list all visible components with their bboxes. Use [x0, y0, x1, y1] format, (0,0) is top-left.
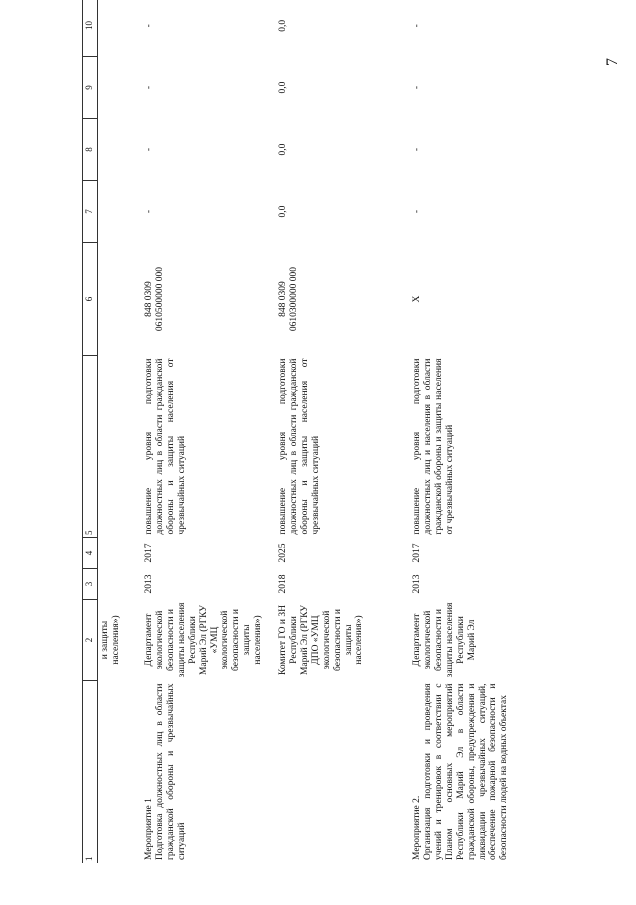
table-row [276, 0, 410, 863]
executor-cell: Департамент экологической безопасности и защиты населения Республики Марий Эл [412, 602, 477, 678]
value-cell-9: - [412, 85, 422, 90]
start-year-cell: 2013 [412, 574, 422, 594]
value-cell-9: - [144, 85, 154, 90]
measure-cell [276, 681, 410, 864]
start-year-cell: 2013 [144, 574, 154, 594]
column-header-1: 1 [83, 681, 98, 864]
executor-cell: Комитет ГО и ЗН Республики Марий Эл (РГКУ ДПО «УМЦ экологической безопасности и защиты населения») [278, 604, 365, 676]
column-header-2: 2 [83, 600, 98, 681]
budget-code-cell: 848 0309 0610500000 000 [144, 266, 165, 332]
value-cell-10: - [412, 24, 422, 28]
column-header-7: 7 [83, 181, 98, 243]
end-year-cell: 2017 [412, 543, 422, 563]
column-header-6: 6 [83, 243, 98, 356]
executor-cell: Департамент экологической безопасности и защиты населения Республики Марий Эл (РГКУ «УМЦ экологической безопасности и защиты населения») [144, 602, 264, 678]
end-year-cell: 2025 [278, 543, 288, 563]
result-cell: повышение уровня подготовки должностных лиц и населения в области гражданской обороны и защиты населения от чрезвычайных ситуаций [412, 358, 455, 535]
table-row-continuation [98, 0, 143, 863]
value-cell-10: - [144, 24, 154, 28]
measure-cell: Мероприятие 2. Организация подготовки и проведения учений и тренировок в соответствии с Планом основных мероприятий Республики Марий Эл в области гражданской обороны, предупреждения и ликвидации чрезвычайных ситуаций, обеспечение пожарной безопасности и безопасности людей на водных объектах [412, 683, 510, 860]
value-cell-9: 0,0 [278, 81, 288, 94]
measures-table [82, 0, 604, 863]
value-cell-7: - [412, 209, 422, 214]
end-year-cell: 2017 [144, 543, 154, 563]
value-cell-7: - [144, 209, 154, 214]
value-cell-10: 0,0 [278, 19, 288, 32]
rotated-table-sheet [82, 19, 627, 863]
table-row [410, 0, 604, 863]
value-cell-8: - [412, 147, 422, 152]
column-number-row [83, 0, 98, 863]
page-number: 7 [604, 58, 621, 66]
budget-code-cell: Х [412, 295, 422, 303]
continuation-executor: и защиты населения») [100, 615, 121, 665]
result-cell: повышение уровня подготовки должностных лиц в области гражданской обороны и защиты населения от чрезвычайных ситуаций [144, 358, 187, 535]
measure-cell: Мероприятие 1 Подготовка должностных лиц в области гражданской обороны и чрезвычайных ситуаций [144, 683, 187, 860]
value-cell-8: - [144, 147, 154, 152]
start-year-cell: 2018 [278, 574, 288, 594]
result-cell: повышение уровня подготовки должностных лиц в области гражданской обороны и защиты населения от чрезвычайных ситуаций [278, 358, 321, 535]
table-row [142, 0, 276, 863]
budget-code-cell: 848 0309 0610300000 000 [278, 266, 299, 332]
value-cell-8: 0,0 [278, 143, 288, 156]
value-cell-7: 0,0 [278, 205, 288, 218]
column-header-8: 8 [83, 119, 98, 181]
column-header-3: 3 [83, 569, 98, 600]
column-header-9: 9 [83, 57, 98, 119]
column-header-10: 10 [83, 0, 98, 57]
column-header-4: 4 [83, 538, 98, 569]
column-header-5: 5 [83, 356, 98, 538]
